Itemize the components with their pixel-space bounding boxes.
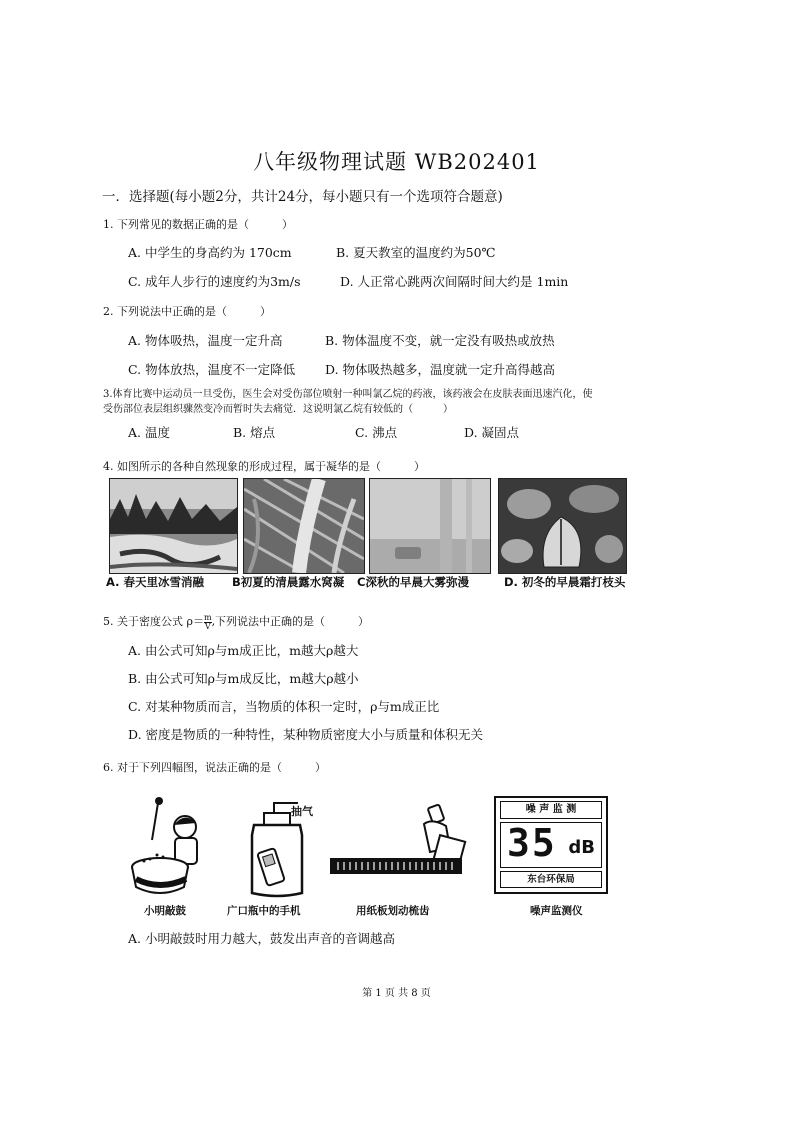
photo-frost-leaves [498,478,627,574]
q1-option-d: D. 人正常心跳两次间隔时间大约是 1min [340,274,569,289]
photo-dew-grass [243,478,365,574]
q5-option-c: C. 对某种物质而言，当物质的体积一定时，ρ与m成正比 [128,699,440,714]
q5-option-a: A. 由公式可知ρ与m成正比，m越大ρ越大 [128,643,359,658]
photo-fog [369,478,491,574]
q1-option-b: B. 夏天教室的温度约为50℃ [336,245,496,260]
monitor-display [500,822,602,868]
pump-label: 抽气 [291,805,313,818]
caption-d: D. 初冬的早晨霜打枝头 [504,575,626,589]
density-fraction [204,614,212,631]
q2-option-a: A. 物体吸热，温度一定升高 [128,333,283,348]
q5-option-d: D. 密度是物质的一种特性，某种物质密度大小与质量和体积无关 [128,727,484,742]
q4-stem: 4. 如图所示的各种自然现象的形成过程，属于凝华的是（ ） [103,460,425,473]
caption-c: C深秋的早晨大雾弥漫 [357,575,469,589]
monitor-title: 噪 声 监 测 [500,801,602,819]
caption-a: A. 春天里冰雪消融 [106,575,204,589]
label-drum: 小明敲鼓 [144,905,186,917]
q3-option-a: A. 温度 [128,425,170,440]
q3-stem-line2: 受伤部位表层组织骤然变冷而暂时失去痛觉．这说明氯乙烷有较低的（ ） [103,404,453,415]
monitor-reading: 35 [507,821,557,865]
q1-stem: 1. 下列常见的数据正确的是（ ） [103,218,293,231]
q2-stem: 2. 下列说法中正确的是（ ） [103,305,271,318]
q2-option-b: B. 物体温度不变，就一定没有吸热或放热 [325,333,555,348]
q3-option-c: C. 沸点 [355,425,398,440]
page-footer: 第 1 页 共 8 页 [362,988,431,999]
q5-stem-prefix: 5. 关于密度公式 ρ＝ [103,615,204,628]
q3-option-b: B. 熔点 [233,425,276,440]
q1-option-c: C. 成年人步行的速度约为3m/s [128,274,301,289]
q6-option-a: A. 小明敲鼓时用力越大，鼓发出声音的音调越高 [128,931,395,946]
q5-option-b: B. 由公式可知ρ与m成反比，m越大ρ越小 [128,671,359,686]
noise-monitor [494,796,608,894]
monitor-bureau: 东台环保局 [500,871,602,888]
q1-option-a: A. 中学生的身高约为 170cm [128,245,292,260]
q2-option-d: D. 物体吸热越多，温度就一定升高得越高 [325,362,556,377]
fraction-numerator: m [203,612,212,622]
section-heading: 一．选择题(每小题2分，共计24分，每小题只有一个选项符合题意) [102,189,503,205]
drum-boy-illustration [130,795,210,900]
label-jar: 广口瓶中的手机 [227,905,301,917]
q3-option-d: D. 凝固点 [464,425,520,440]
q2-option-c: C. 物体放热，温度不一定降低 [128,362,296,377]
exam-title: 八年级物理试题 WB202401 [253,150,540,174]
q6-stem: 6. 对于下列四幅图，说法正确的是（ ） [103,761,326,774]
fraction-denominator: V [204,621,211,631]
caption-b: B初夏的清晨露水窝凝 [232,575,345,589]
label-comb: 用纸板划动梳齿 [356,905,430,917]
monitor-unit: dB [568,837,595,858]
label-monitor: 噪声监测仪 [530,905,583,917]
q5-stem [103,613,369,631]
q3-stem-line1: 3.体育比赛中运动员一旦受伤，医生会对受伤部位喷射一种叫氯乙烷的药液，该药液会在皮肤表面迅速汽化，使 [103,389,593,400]
q5-stem-suffix: ,下列说法中正确的是（ ） [211,615,370,628]
photo-melting-snow [109,478,238,574]
comb-illustration [328,800,468,895]
